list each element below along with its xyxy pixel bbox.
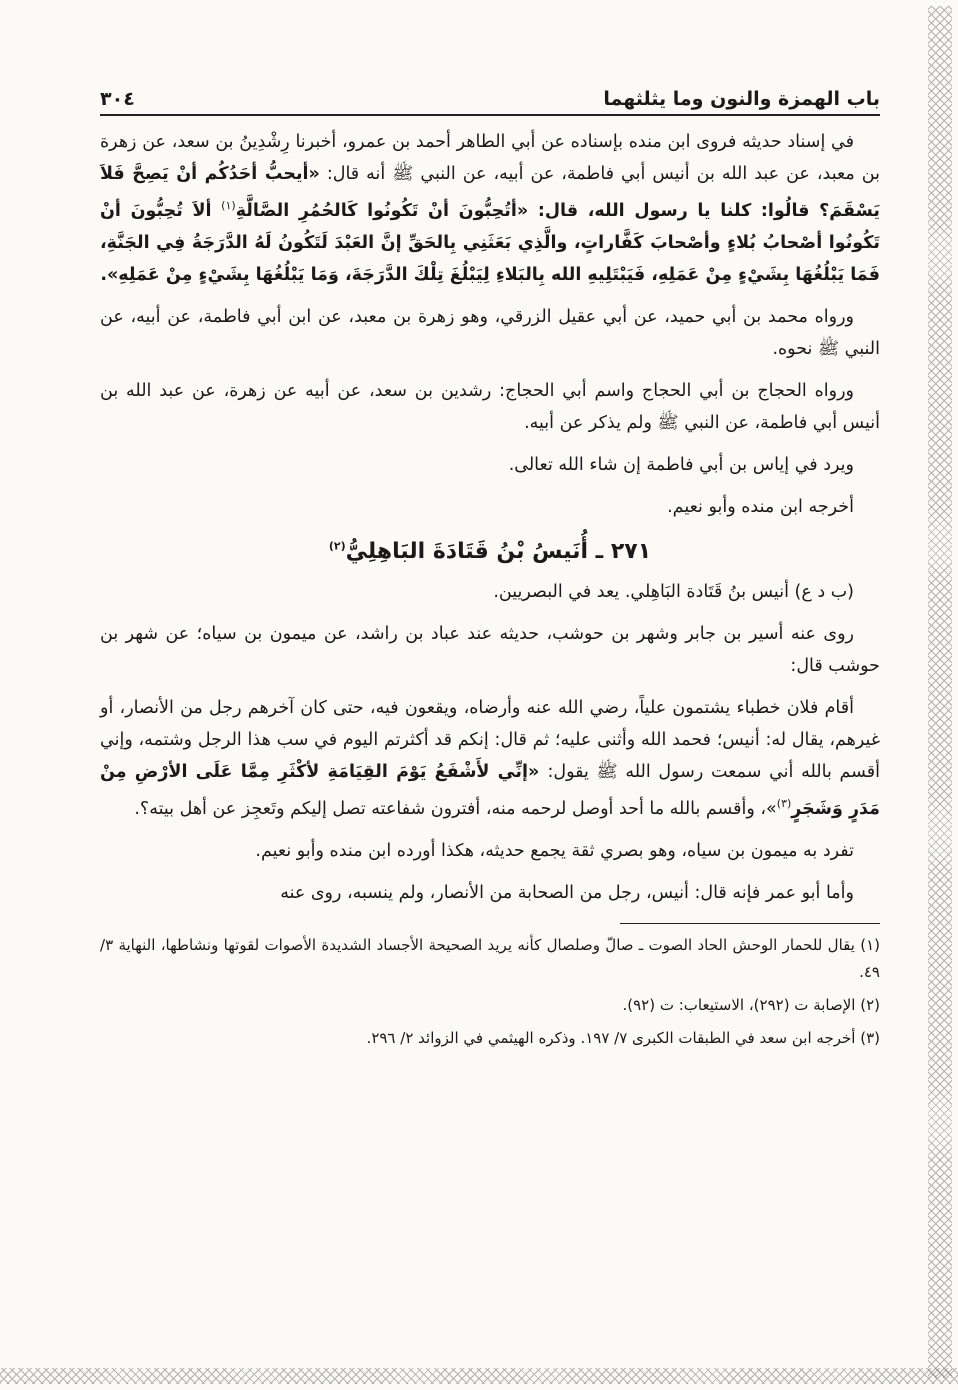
footnote-2: (٢) الإصابة ت (٢٩٢)، الاستيعاب: ت (٩٢). xyxy=(622,995,880,1014)
page-number: ٣٠٤ xyxy=(100,88,135,110)
hadith-quote-2: «إنِّي لأَشْفَعُ يَوْمَ القِيَامَةِ لأكْثَرِ مِمَّا عَلَى الأرْضِ مِنْ مَدَرٍ وَشَجَرٍ xyxy=(100,761,880,819)
entry-heading-text: ٢٧١ ـ أُنَيسُ بْنُ قَتَادَةَ البَاهِلِيُّ xyxy=(345,538,652,564)
paragraph-1-text: في إسناد حديثه فروى ابن منده بإسناده عن أبي الطاهر أحمد بن عمرو، أخبرنا رِشْدِينُ بن سعد، عن زهرة بن معبد، عن عبد الله بن أنيس أبي فاطمة، عن أبيه، عن النبي ﷺ أنه قال: xyxy=(100,132,880,184)
footnote-ref-1[interactable]: (١) xyxy=(221,199,236,212)
footnote-3: (٣) أخرجه ابن سعد في الطبقات الكبرى ٧/ ١٩٧. وذكره الهيثمي في الزوائد ٢/ ٢٩٦. xyxy=(366,1028,880,1047)
paragraph-8 xyxy=(100,692,880,825)
paragraph-4: ويرد في إياس بن أبي فاطمة إن شاء الله تعالى. xyxy=(508,454,854,475)
book-page xyxy=(100,88,880,1058)
decorative-border-right xyxy=(928,6,952,1378)
paragraph-9: تفرد به ميمون بن سياه، وهو بصري ثقة يجمع حديثه، هكذا أورده ابن منده وأبو نعيم. xyxy=(255,840,854,861)
chapter-title: باب الهمزة والنون وما يثلثهما xyxy=(603,88,880,110)
paragraph-10: وأما أبو عمر فإنه قال: أنيس، رجل من الصحابة من الأنصار، ولم ينسبه، روى عنه xyxy=(280,882,854,903)
footnotes xyxy=(100,932,880,1052)
paragraph-1 xyxy=(100,126,880,291)
hadith-quote-1-cont: ألاَ تُحِبُّونَ أنْ تَكُونُوا أصْحابُ بُلاءٍ وأصْحابَ كَفَّاراتٍ، والَّذِي بَعَثَنِي بِالحَقِّ إنَّ العَبْدَ لَتَكُونُ لَهُ الدَّرَجَةُ فِي الجَنَّةِ، فَمَا يَبْلُغُهَا بِشَيْءٍ مِنْ عَمَلِهِ، فَيَبْتَلِيهِ الله بِالبَلاءِ لِيَبْلُغَ تِلْكَ الدَّرَجَةَ، وَمَا يَبْلُغُهَا بِشَيْءٍ مِنْ عَمَلِهِ». xyxy=(100,200,880,285)
paragraph-5: أخرجه ابن منده وأبو نعيم. xyxy=(667,496,854,517)
footnote-divider xyxy=(620,923,880,924)
footnote-ref-3[interactable]: (٣) xyxy=(776,796,792,810)
footnote-ref-2[interactable]: (٢) xyxy=(328,539,346,553)
entry-heading xyxy=(100,539,880,564)
decorative-border-bottom xyxy=(0,1368,958,1384)
paragraph-8-text: أقام فلان خطباء يشتمون علياً، رضي الله عنه وأرضاه، ويقعون فيه، حتى كان آخرهم رجل من الأنصار، أو غيرهم، يقال له: أنيس؛ فحمد الله وأثنى عليه؛ ثم قال: إنكم قد أكثرتم اليوم في سب هذا الرجل وشتمه، وإني أقسم بالله أني سمعت رسول الله ﷺ يقول: xyxy=(100,697,880,782)
paragraph-6: (ب د ع) أنيس بنُ قَتَادة البَاهِلي. يعد في البصريين. xyxy=(493,581,854,602)
paragraph-8-end: »، وأقسم بالله ما أحد أوصل لرحمه منه، أفترون شفاعته تصل إليكم وتَعجِز عن أهل بيته؟. xyxy=(134,798,777,819)
paragraph-3: ورواه الحجاج بن أبي الحجاج واسم أبي الحجاج: رشدين بن سعد، عن أبيه عن زهرة، عن عبد الله بن أنيس أبي فاطمة، عن النبي ﷺ ولم يذكر عن أبيه. xyxy=(100,380,880,433)
main-text xyxy=(100,126,880,909)
paragraph-7: روى عنه أسير بن جابر وشهر بن حوشب، حديثه عند عباد بن راشد، عن ميمون بن سياه؛ عن شهر بن حوشب قال: xyxy=(100,623,880,676)
hadith-quote-1: «أيحبُّ أحَدُكُم أنْ يَصِحَّ فَلاَ يَسْقَمَ؟ قالُوا: كلنا يا رسول الله، قال: «أتُحِبُّونَ أنْ تَكُونُوا كَالحُمُرِ الصَّالَّةِ xyxy=(100,164,880,221)
running-header xyxy=(100,88,880,116)
paragraph-2: ورواه محمد بن أبي حميد، عن أبي عقيل الزرقي، وهو زهرة بن معبد، عن ابن أبي فاطمة، عن أبيه، عن النبي ﷺ نحوه. xyxy=(100,306,880,359)
footnote-1: (١) يقال للحمار الوحش الحاد الصوت ـ صالّ وصلصال كأنه يريد الصحيحة الأجساد الشديدة الأصوات لقوتها ونشاطها، النهاية ٣/ ٤٩. xyxy=(100,935,880,981)
